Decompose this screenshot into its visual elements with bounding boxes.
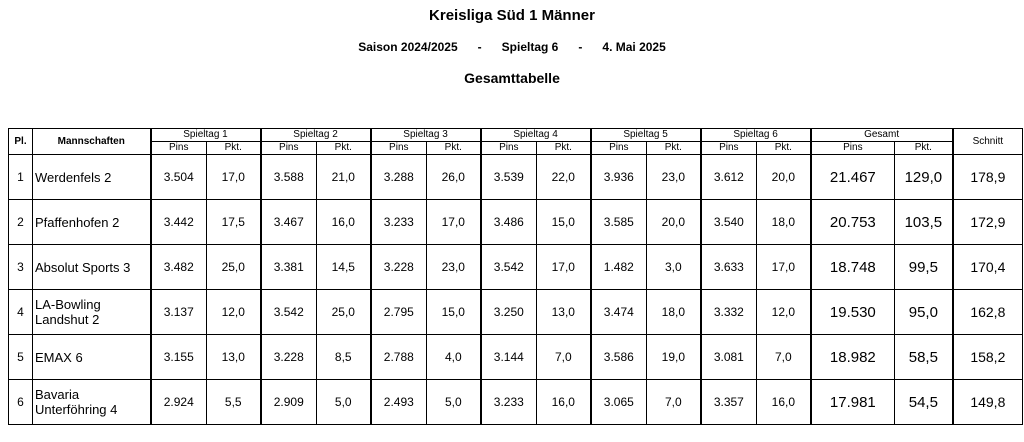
points-cell: 20,0 bbox=[757, 155, 811, 200]
pins-cell: 2.795 bbox=[371, 290, 427, 335]
pins-subheader: Pins bbox=[151, 142, 207, 155]
points-cell: 5,0 bbox=[317, 380, 371, 425]
col-team-header: Mannschaften bbox=[33, 129, 151, 155]
points-cell: 3,0 bbox=[647, 245, 701, 290]
team-name-line: EMAX 6 bbox=[35, 349, 83, 365]
pins-subheader: Pins bbox=[261, 142, 317, 155]
points-cell: 25,0 bbox=[207, 245, 261, 290]
pins-subheader: Pins bbox=[481, 142, 537, 155]
pins-cell: 3.474 bbox=[591, 290, 647, 335]
points-cell: 20,0 bbox=[647, 200, 701, 245]
table-row bbox=[9, 290, 1023, 335]
pins-cell: 3.467 bbox=[261, 200, 317, 245]
col-day-header: Spieltag 1 bbox=[151, 129, 261, 142]
col-day-header: Spieltag 5 bbox=[591, 129, 701, 142]
pins-cell: 3.155 bbox=[151, 335, 207, 380]
pins-cell: 3.539 bbox=[481, 155, 537, 200]
points-cell: 16,0 bbox=[757, 380, 811, 425]
col-day-header: Spieltag 2 bbox=[261, 129, 371, 142]
points-subheader: Pkt. bbox=[427, 142, 481, 155]
total-points-cell: 103,5 bbox=[895, 200, 953, 245]
pins-subheader: Pins bbox=[591, 142, 647, 155]
points-cell: 18,0 bbox=[757, 200, 811, 245]
points-cell: 12,0 bbox=[757, 290, 811, 335]
subheader-row bbox=[9, 142, 1023, 155]
points-cell: 5,0 bbox=[427, 380, 481, 425]
pins-cell: 3.144 bbox=[481, 335, 537, 380]
points-cell: 4,0 bbox=[427, 335, 481, 380]
matchday-label: Spieltag 6 bbox=[501, 40, 559, 54]
date-label: 4. Mai 2025 bbox=[602, 40, 666, 54]
average-cell: 158,2 bbox=[953, 335, 1023, 380]
team-name-line: Absolut Sports 3 bbox=[35, 259, 131, 275]
team-name-line: Pfaffenhofen 2 bbox=[35, 214, 120, 230]
pins-cell: 3.381 bbox=[261, 245, 317, 290]
page-title: Kreisliga Süd 1 Männer bbox=[429, 7, 595, 24]
points-cell: 19,0 bbox=[647, 335, 701, 380]
points-subheader: Pkt. bbox=[207, 142, 261, 155]
points-cell: 7,0 bbox=[537, 335, 591, 380]
rank-cell: 4 bbox=[9, 290, 33, 335]
pins-cell: 3.542 bbox=[481, 245, 537, 290]
team-cell bbox=[33, 245, 151, 290]
points-cell: 23,0 bbox=[647, 155, 701, 200]
standings-table bbox=[8, 128, 1023, 425]
col-total-header: Gesamt bbox=[811, 129, 953, 142]
total-points-cell: 95,0 bbox=[895, 290, 953, 335]
points-cell: 12,0 bbox=[207, 290, 261, 335]
pins-cell: 3.137 bbox=[151, 290, 207, 335]
pins-cell: 3.357 bbox=[701, 380, 757, 425]
points-cell: 7,0 bbox=[647, 380, 701, 425]
points-subheader: Pkt. bbox=[317, 142, 371, 155]
rank-cell: 6 bbox=[9, 380, 33, 425]
team-name-line: Unterföhring 4 bbox=[35, 402, 118, 417]
rank-cell: 5 bbox=[9, 335, 33, 380]
pins-cell: 3.065 bbox=[591, 380, 647, 425]
points-cell: 17,0 bbox=[427, 200, 481, 245]
table-title: Gesamttabelle bbox=[464, 70, 560, 86]
points-subheader: Pkt. bbox=[895, 142, 953, 155]
pins-cell: 2.909 bbox=[261, 380, 317, 425]
average-cell: 178,9 bbox=[953, 155, 1023, 200]
col-average-header: Schnitt bbox=[953, 129, 1023, 155]
points-cell: 22,0 bbox=[537, 155, 591, 200]
total-pins-cell: 19.530 bbox=[811, 290, 895, 335]
team-cell bbox=[33, 290, 151, 335]
total-pins-cell: 17.981 bbox=[811, 380, 895, 425]
table-row bbox=[9, 380, 1023, 425]
total-pins-cell: 21.467 bbox=[811, 155, 895, 200]
separator: - bbox=[477, 40, 482, 54]
points-cell: 14,5 bbox=[317, 245, 371, 290]
pins-subheader: Pins bbox=[701, 142, 757, 155]
points-cell: 13,0 bbox=[207, 335, 261, 380]
average-cell: 170,4 bbox=[953, 245, 1023, 290]
average-cell: 172,9 bbox=[953, 200, 1023, 245]
table-row bbox=[9, 155, 1023, 200]
rank-cell: 2 bbox=[9, 200, 33, 245]
pins-cell: 3.228 bbox=[371, 245, 427, 290]
total-points-cell: 58,5 bbox=[895, 335, 953, 380]
pins-cell: 1.482 bbox=[591, 245, 647, 290]
pins-cell: 3.936 bbox=[591, 155, 647, 200]
points-cell: 17,0 bbox=[757, 245, 811, 290]
total-pins-cell: 18.748 bbox=[811, 245, 895, 290]
points-cell: 8,5 bbox=[317, 335, 371, 380]
separator: - bbox=[578, 40, 583, 54]
points-cell: 17,5 bbox=[207, 200, 261, 245]
team-name-line: LA-Bowling bbox=[35, 297, 101, 312]
total-points-cell: 129,0 bbox=[895, 155, 953, 200]
points-cell: 7,0 bbox=[757, 335, 811, 380]
table-row bbox=[9, 200, 1023, 245]
pins-cell: 3.332 bbox=[701, 290, 757, 335]
pins-cell: 3.288 bbox=[371, 155, 427, 200]
team-name-line: Landshut 2 bbox=[35, 312, 100, 327]
pins-cell: 3.588 bbox=[261, 155, 317, 200]
table-row bbox=[9, 245, 1023, 290]
team-name-line: Bavaria bbox=[35, 387, 80, 402]
points-cell: 16,0 bbox=[317, 200, 371, 245]
points-cell: 16,0 bbox=[537, 380, 591, 425]
pins-cell: 3.486 bbox=[481, 200, 537, 245]
col-day-header: Spieltag 3 bbox=[371, 129, 481, 142]
pins-cell: 3.228 bbox=[261, 335, 317, 380]
points-subheader: Pkt. bbox=[537, 142, 591, 155]
pins-cell: 2.788 bbox=[371, 335, 427, 380]
team-cell bbox=[33, 335, 151, 380]
total-points-cell: 54,5 bbox=[895, 380, 953, 425]
points-cell: 25,0 bbox=[317, 290, 371, 335]
team-name-line: Werdenfels 2 bbox=[35, 169, 112, 185]
points-cell: 17,0 bbox=[207, 155, 261, 200]
season-label: Saison 2024/2025 bbox=[358, 40, 458, 54]
points-cell: 15,0 bbox=[537, 200, 591, 245]
points-cell: 21,0 bbox=[317, 155, 371, 200]
pins-cell: 3.250 bbox=[481, 290, 537, 335]
points-cell: 23,0 bbox=[427, 245, 481, 290]
pins-cell: 2.924 bbox=[151, 380, 207, 425]
points-cell: 18,0 bbox=[647, 290, 701, 335]
subtitle bbox=[0, 40, 1024, 54]
table-row bbox=[9, 335, 1023, 380]
points-cell: 5,5 bbox=[207, 380, 261, 425]
points-cell: 15,0 bbox=[427, 290, 481, 335]
points-subheader: Pkt. bbox=[647, 142, 701, 155]
pins-cell: 3.612 bbox=[701, 155, 757, 200]
pins-cell: 3.504 bbox=[151, 155, 207, 200]
total-pins-cell: 20.753 bbox=[811, 200, 895, 245]
pins-cell: 3.542 bbox=[261, 290, 317, 335]
pins-cell: 3.233 bbox=[371, 200, 427, 245]
points-subheader: Pkt. bbox=[757, 142, 811, 155]
pins-cell: 3.633 bbox=[701, 245, 757, 290]
total-pins-cell: 18.982 bbox=[811, 335, 895, 380]
points-cell: 17,0 bbox=[537, 245, 591, 290]
team-cell bbox=[33, 200, 151, 245]
average-cell: 162,8 bbox=[953, 290, 1023, 335]
pins-subheader: Pins bbox=[811, 142, 895, 155]
col-day-header: Spieltag 6 bbox=[701, 129, 811, 142]
pins-cell: 3.540 bbox=[701, 200, 757, 245]
average-cell: 149,8 bbox=[953, 380, 1023, 425]
col-day-header: Spieltag 4 bbox=[481, 129, 591, 142]
col-rank-header: Pl. bbox=[9, 129, 33, 155]
pins-subheader: Pins bbox=[371, 142, 427, 155]
rank-cell: 3 bbox=[9, 245, 33, 290]
points-cell: 13,0 bbox=[537, 290, 591, 335]
pins-cell: 3.081 bbox=[701, 335, 757, 380]
team-cell bbox=[33, 155, 151, 200]
total-points-cell: 99,5 bbox=[895, 245, 953, 290]
pins-cell: 3.233 bbox=[481, 380, 537, 425]
pins-cell: 3.482 bbox=[151, 245, 207, 290]
rank-cell: 1 bbox=[9, 155, 33, 200]
pins-cell: 2.493 bbox=[371, 380, 427, 425]
pins-cell: 3.442 bbox=[151, 200, 207, 245]
pins-cell: 3.586 bbox=[591, 335, 647, 380]
points-cell: 26,0 bbox=[427, 155, 481, 200]
team-cell bbox=[33, 380, 151, 425]
pins-cell: 3.585 bbox=[591, 200, 647, 245]
header-row bbox=[9, 129, 1023, 142]
